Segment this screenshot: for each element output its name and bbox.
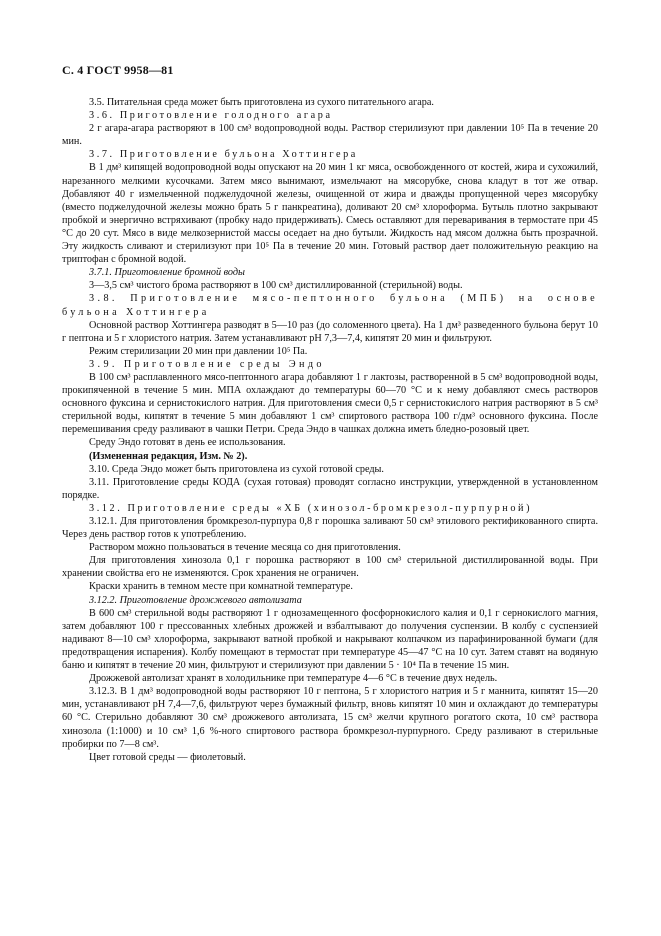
heading-3-7-1: 3.7.1. Приготовление бромной воды — [89, 267, 245, 279]
paragraph-3-12-3-color: Цвет готовой среды — фиолетовый. — [89, 751, 246, 763]
paragraph-3-8-text: Основной раствор Хоттингера разводят в 5—10 раз (до соломенного цвета). На 1 дм³ разведенного бульона берут 10 г пептона и 5 г хлористого натрия. Затем устанавливают pH 7,3—7,4, кипятят 20 мин и фильтруют. — [62, 319, 598, 344]
paragraph-3-7-1-text: 3—3,5 см³ чистого брома растворяют в 100 см³ дистиллированной (стерильной) воды. — [89, 280, 463, 292]
page-header: С. 4 ГОСТ 9958—81 — [62, 63, 174, 77]
heading-3-12-2: 3.12.2. Приготовление дрожжевого автолизата — [89, 594, 302, 606]
paragraph-3-9-text: В 100 см³ расплавленного мясо-пептонного агара добавляют 1 г лактозы, растворенной в 5 см³ водопроводной воды, прокипяченной в течение 5 мин. МПА охлаждают до температуры 60—70 °С и к нему добавляют смесь растворов основного фуксина и сернистокислого натрия. Для приготовления смеси 0,5 г сернистокислого натрия растворяют в 5 см³ стерильной воды, кипятят в течение 5 мин добавляют 1 см³ спиртового раствора 100 г/дм³ основного фуксина. После перемешивания среду разливают в чашки Петри. Среда Эндо в чашках должна иметь бледно-розовый цвет. — [62, 371, 598, 436]
paragraph-3-8-sterilization: Режим стерилизации 20 мин при давлении 10⁵ Па. — [89, 345, 308, 357]
amendment-note: (Измененная редакция, Изм. № 2). — [89, 450, 248, 462]
paragraph-3-12-3: 3.12.3. В 1 дм³ водопроводной воды растворяют 10 г пептона, 5 г хлористого натрия и 5 г маннита, кипятят 15—20 мин, устанавливают pH 7,4—7,6, фильтруют через бумажный фильтр, вновь кипятят 10 мин и охлаждают до температуры 60 °С. Стерильно добавляют 30 см³ дрожжевого автолизата, 15 см³ желчи крупного рогатого скота, 10 см³ раствора хинозола (1:1000) и 10 см³ 1,6 %-ного спиртового раствора бромкрезол-пурпурного. Среду разливают в стерильные пробирки по 7—8 см³. — [62, 686, 598, 750]
paragraph-3-11: 3.11. Приготовление среды КОДА (сухая готовая) проводят согласно инструкции, утвержденной в установленном порядке. — [62, 476, 598, 501]
heading-3-12: 3.12. Приготовление среды «ХБ (хинозол-бромкрезол-пурпурной) — [89, 502, 533, 514]
paragraph-3-10: 3.10. Среда Эндо может быть приготовлена из сухой готовой среды. — [89, 463, 384, 475]
paragraph-3-7-text: В 1 дм³ кипящей водопроводной воды опускают на 20 мин 1 кг мяса, освобожденного от костей, жира и сухожилий, нарезанного мелкими кусочками. Затем мясо вынимают, измельчают на мясорубке, снова кладут в тот же отвар. Добавляют 40 г измельченной поджелудочной железы, очищенной от жира и дважды пропущенной через мясорубку (вместо поджелудочной железы можно брать 5 г панкреатина), доливают 20 см³ хлороформа. Бутыль плотно закрывают пробкой и энергично встряхивают (пробку надо придерживать). Смесь оставляют для переваривания в термостате при 45 °С до 20 сут. Мясо в виде мелкозернистой массы оседает на дно бутыли. Жидкость над мясом должна быть прозрачной. Эту жидкость сливают и стерилизуют при 10⁵ Па в течение 20 мин. Готовый раствор дает положительную реакцию на триптофан с бромной водой. — [62, 162, 598, 266]
heading-3-7: 3.7. Приготовление бульона Хоттингера — [89, 149, 358, 161]
heading-3-6: 3.6. Приготовление голодного агара — [89, 110, 333, 122]
paragraph-3-9-usage: Среду Эндо готовят в день ее использования. — [89, 437, 286, 449]
paragraph-3-12-1-usage: Раствором можно пользоваться в течение месяца со дня приготовления. — [89, 542, 401, 554]
document-body — [62, 96, 598, 764]
paragraph-3-12-1-storage: Краски хранить в темном месте при комнатной температуре. — [89, 581, 353, 593]
paragraph-3-12-1: 3.12.1. Для приготовления бромкрезол-пурпура 0,8 г порошка заливают 50 см³ этилового ректификованного спирта. Через день раствор готов к употреблению. — [62, 516, 598, 541]
paragraph-3-12-2-storage: Дрожжевой автолизат хранят в холодильнике при температуре 4—6 °С в течение двух недель. — [89, 673, 498, 685]
paragraph-3-5: 3.5. Питательная среда может быть приготовлена из сухого питательного агара. — [89, 97, 434, 108]
heading-3-8: 3.8. Приготовление мясо-пептонного бульона (МПБ) на основе бульона Хоттингера — [62, 293, 598, 318]
paragraph-3-12-1-chinosol: Для приготовления хинозола 0,1 г порошка растворяют в 100 см³ стерильной дистиллированной воды. При хранении свойства его не изменяются. Срок хранения не ограничен. — [62, 555, 598, 580]
heading-3-9: 3.9. Приготовление среды Эндо — [89, 358, 325, 370]
paragraph-3-6-text: 2 г агара-агара растворяют в 100 см³ водопроводной воды. Раствор стерилизуют при давлении 10⁵ Па в течение 20 мин. — [62, 123, 598, 148]
paragraph-3-12-2-text: В 600 см³ стерильной воды растворяют 1 г однозамещенного фосфорнокислого калия и 0,1 г сернокислого магния, затем добавляют 100 г прессованных хлебных дрожжей и взбалтывают до получения суспензии. В колбу с суспензией надивают 8—10 см³ хлороформа, закрывают ватной пробкой и накрывают колпачком из парафинированной бумаги (для предотвращения испарения). Колбу помещают в термостат при температуре 45—47 °С на 10 сут. Затем ставят на водяную баню и кипятят в течение 20 мин, фильтруют и стерилизуют при давлении 5 · 10⁴ Па в течение 15 мин. — [62, 607, 598, 672]
